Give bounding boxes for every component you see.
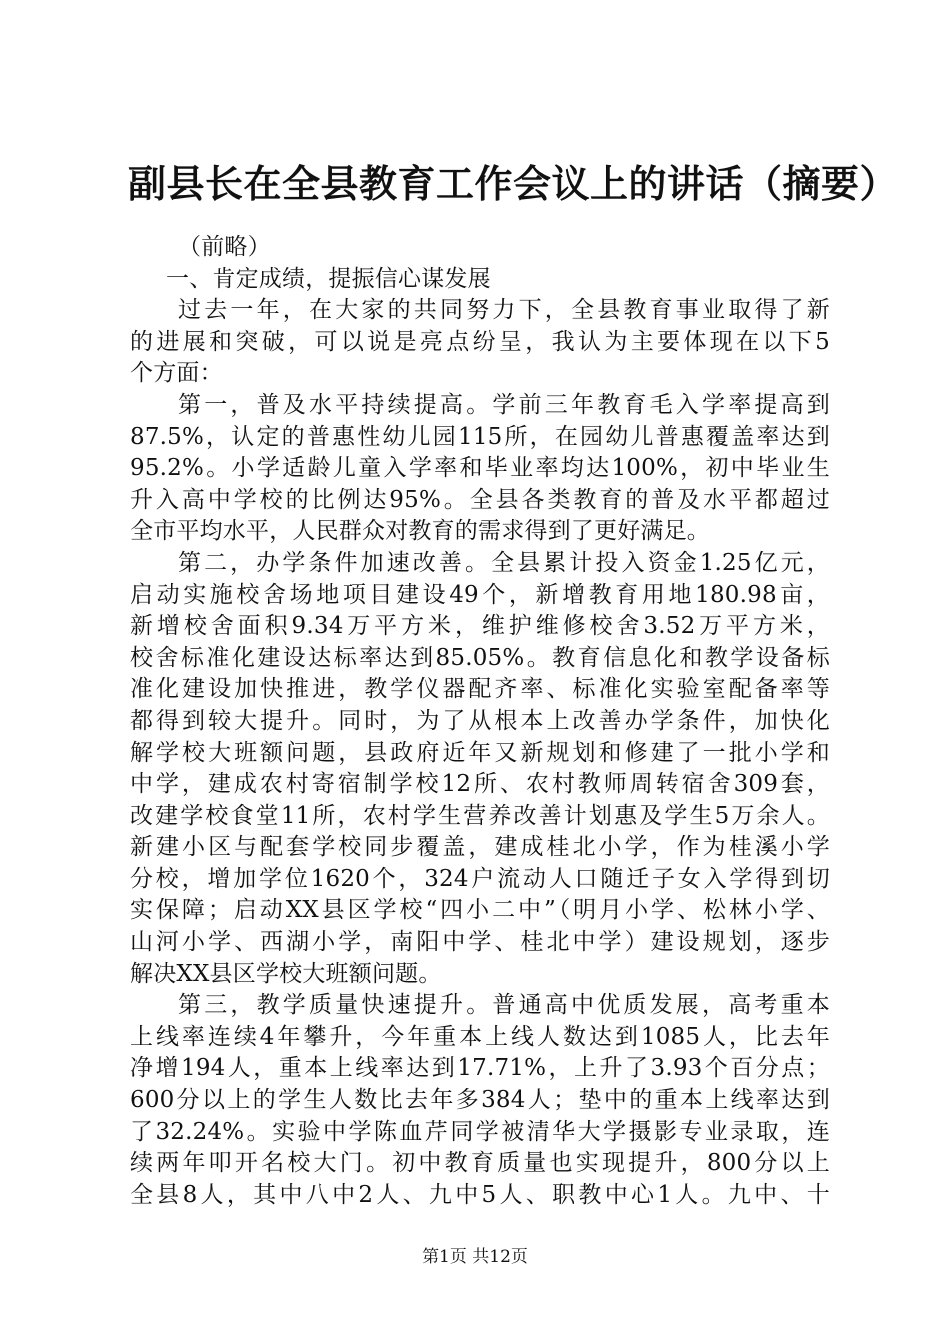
text-line: 实保障；启动XX县区学校“四小二中”（明月小学、松林小学、 — [130, 897, 830, 924]
text-line: 过去一年，在大家的共同努力下，全县教育事业取得了新 — [178, 297, 830, 324]
text-line: 第二，办学条件加速改善。全县累计投入资金1.25亿元， — [178, 549, 830, 576]
text-line: 上线率连续4年攀升，今年重本上线人数达到1085人，比去年 — [130, 1023, 830, 1050]
text-line: 分校，增加学位1620个，324户流动人口随迁子女入学得到切 — [130, 865, 830, 892]
text-line: 87.5%，认定的普惠性幼儿园115所，在园幼儿普惠覆盖率达到 — [130, 423, 830, 450]
text-line: 个方面： — [130, 360, 223, 387]
document-body — [130, 232, 830, 1211]
text-line: 95.2%。小学适龄儿童入学率和毕业率均达100%，初中毕业生 — [130, 455, 830, 482]
text-line: 全市平均水平，人民群众对教育的需求得到了更好满足。 — [130, 518, 710, 545]
text-line: 第一，普及水平持续提高。学前三年教育毛入学率提高到 — [178, 391, 830, 418]
text-line: 升入高中学校的比例达95%。全县各类教育的普及水平都超过 — [130, 486, 830, 513]
text-line: 校舍标准化建设达标率达到85.05%。教育信息化和教学设备标 — [130, 644, 830, 671]
text-line: 启动实施校舍场地项目建设49个，新增教育用地180.98亩， — [130, 581, 830, 608]
section-heading: 一、肯定成绩，提振信心谋发展 — [166, 265, 491, 292]
text-line: 解学校大班额问题，县政府近年又新规划和修建了一批小学和 — [130, 739, 830, 766]
document-title: 副县长在全县教育工作会议上的讲话（摘要） — [128, 161, 899, 206]
text-line: 山河小学、西湖小学，南阳中学、桂北中学）建设规划，逐步 — [130, 929, 830, 956]
text-line: 的进展和突破，可以说是亮点纷呈，我认为主要体现在以下5 — [130, 328, 830, 355]
text-line: 新增校舍面积9.34万平方米，维护维修校舍3.52万平方米， — [130, 613, 830, 640]
text-line: 新建小区与配套学校同步覆盖，建成桂北小学，作为桂溪小学 — [130, 834, 830, 861]
text-line: 600分以上的学生人数比去年多384人；垫中的重本上线率达到 — [130, 1087, 830, 1114]
text-line: 改建学校食堂11所，农村学生营养改善计划惠及学生5万余人。 — [130, 802, 830, 829]
text-line: 中学，建成农村寄宿制学校12所、农村教师周转宿舍309套， — [130, 771, 830, 798]
text-line: 准化建设加快推进，教学仪器配齐率、标准化实验室配备率等 — [130, 676, 830, 703]
text-line: 都得到较大提升。同时，为了从根本上改善办学条件，加快化 — [130, 707, 830, 734]
text-line: 全县8人，其中八中2人、九中5人、职教中心1人。九中、十 — [130, 1181, 830, 1208]
text-line: 第三，教学质量快速提升。普通高中优质发展，高考重本 — [178, 992, 830, 1019]
text-line: 续两年叩开名校大门。初中教育质量也实现提升，800分以上 — [130, 1150, 830, 1177]
text-line: 净增194人，重本上线率达到17.71%，上升了3.93个百分点； — [130, 1055, 830, 1082]
page-footer: 第1页 共12页 — [422, 1247, 528, 1267]
text-line: （前略） — [178, 234, 271, 260]
text-line: 了32.24%。实验中学陈血芹同学被清华大学摄影专业录取，连 — [130, 1118, 830, 1145]
text-line: 解决XX县区学校大班额问题。 — [130, 960, 442, 987]
